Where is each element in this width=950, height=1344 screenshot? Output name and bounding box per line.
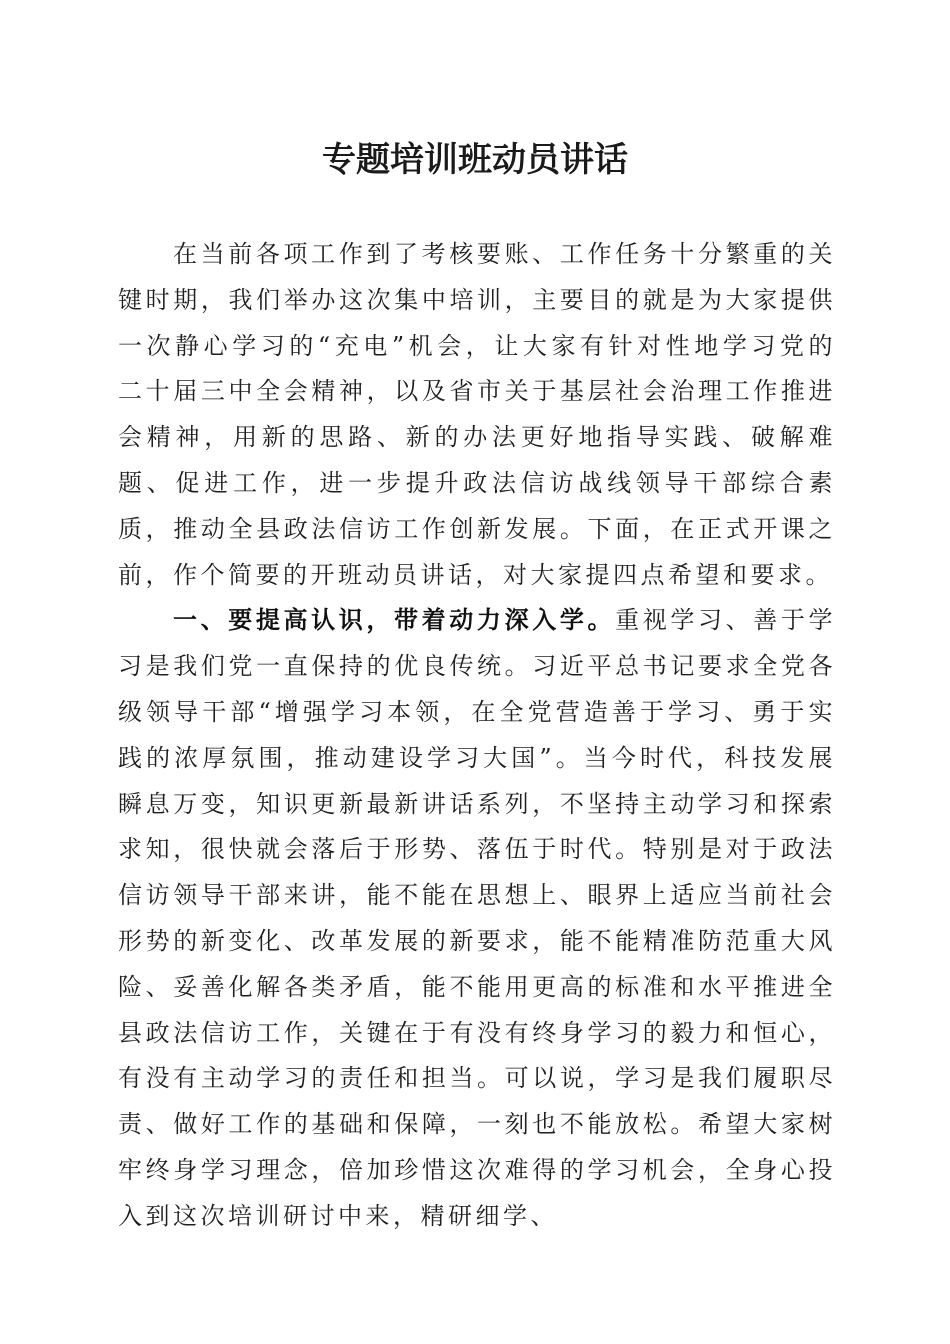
section-one-text: 重视学习、善于学习是我们党一直保持的优良传统。习近平总书记要求全党各级领导干部“增强学习本领，在全党营造善于学习、勇于实践的浓厚氛围，推动建设学习大国”。当今时代，科技发展瞬息万变，知识更新最新讲话系列，不坚持主动学习和探索求知，很快就会落后于形势、落伍于时代。特别是对于政法信访领导干部来讲，能不能在思想上、眼界上适应当前社会形势的新变化、改革发展的新要求，能不能精准防范重大风险、妥善化解各类矛盾，能不能用更高的标准和水平推进全县政法信访工作，关键在于有没有终身学习的毅力和恒心，有没有主动学习的责任和担当。可以说，学习是我们履职尽责、做好工作的基础和保障，一刻也不能放松。希望大家树牢终身学习理念，倍加珍惜这次难得的学习机会，全身心投入到这次培训研讨中来，精研细学、 <box>118 606 837 1230</box>
section-one-heading: 一、要提高认识，带着动力深入学。 <box>173 606 616 635</box>
section-one-paragraph <box>118 598 836 1239</box>
document-title: 专题培训班动员讲话 <box>322 140 628 180</box>
document-body <box>118 232 836 1240</box>
intro-paragraph <box>118 232 836 598</box>
intro-paragraph-text: 在当前各项工作到了考核要账、工作任务十分繁重的关键时期，我们举办这次集中培训，主要目的就是为大家提供一次静心学习的“充电”机会，让大家有针对性地学习党的二十届三中全会精神，以及省市关于基层社会治理工作推进会精神，用新的思路、新的办法更好地指导实践、破解难题、促进工作，进一步提升政法信访战线领导干部综合素质，推动全县政法信访工作创新发展。下面，在正式开课之前，作个简要的开班动员讲话，对大家提四点希望和要求。 <box>118 240 836 589</box>
